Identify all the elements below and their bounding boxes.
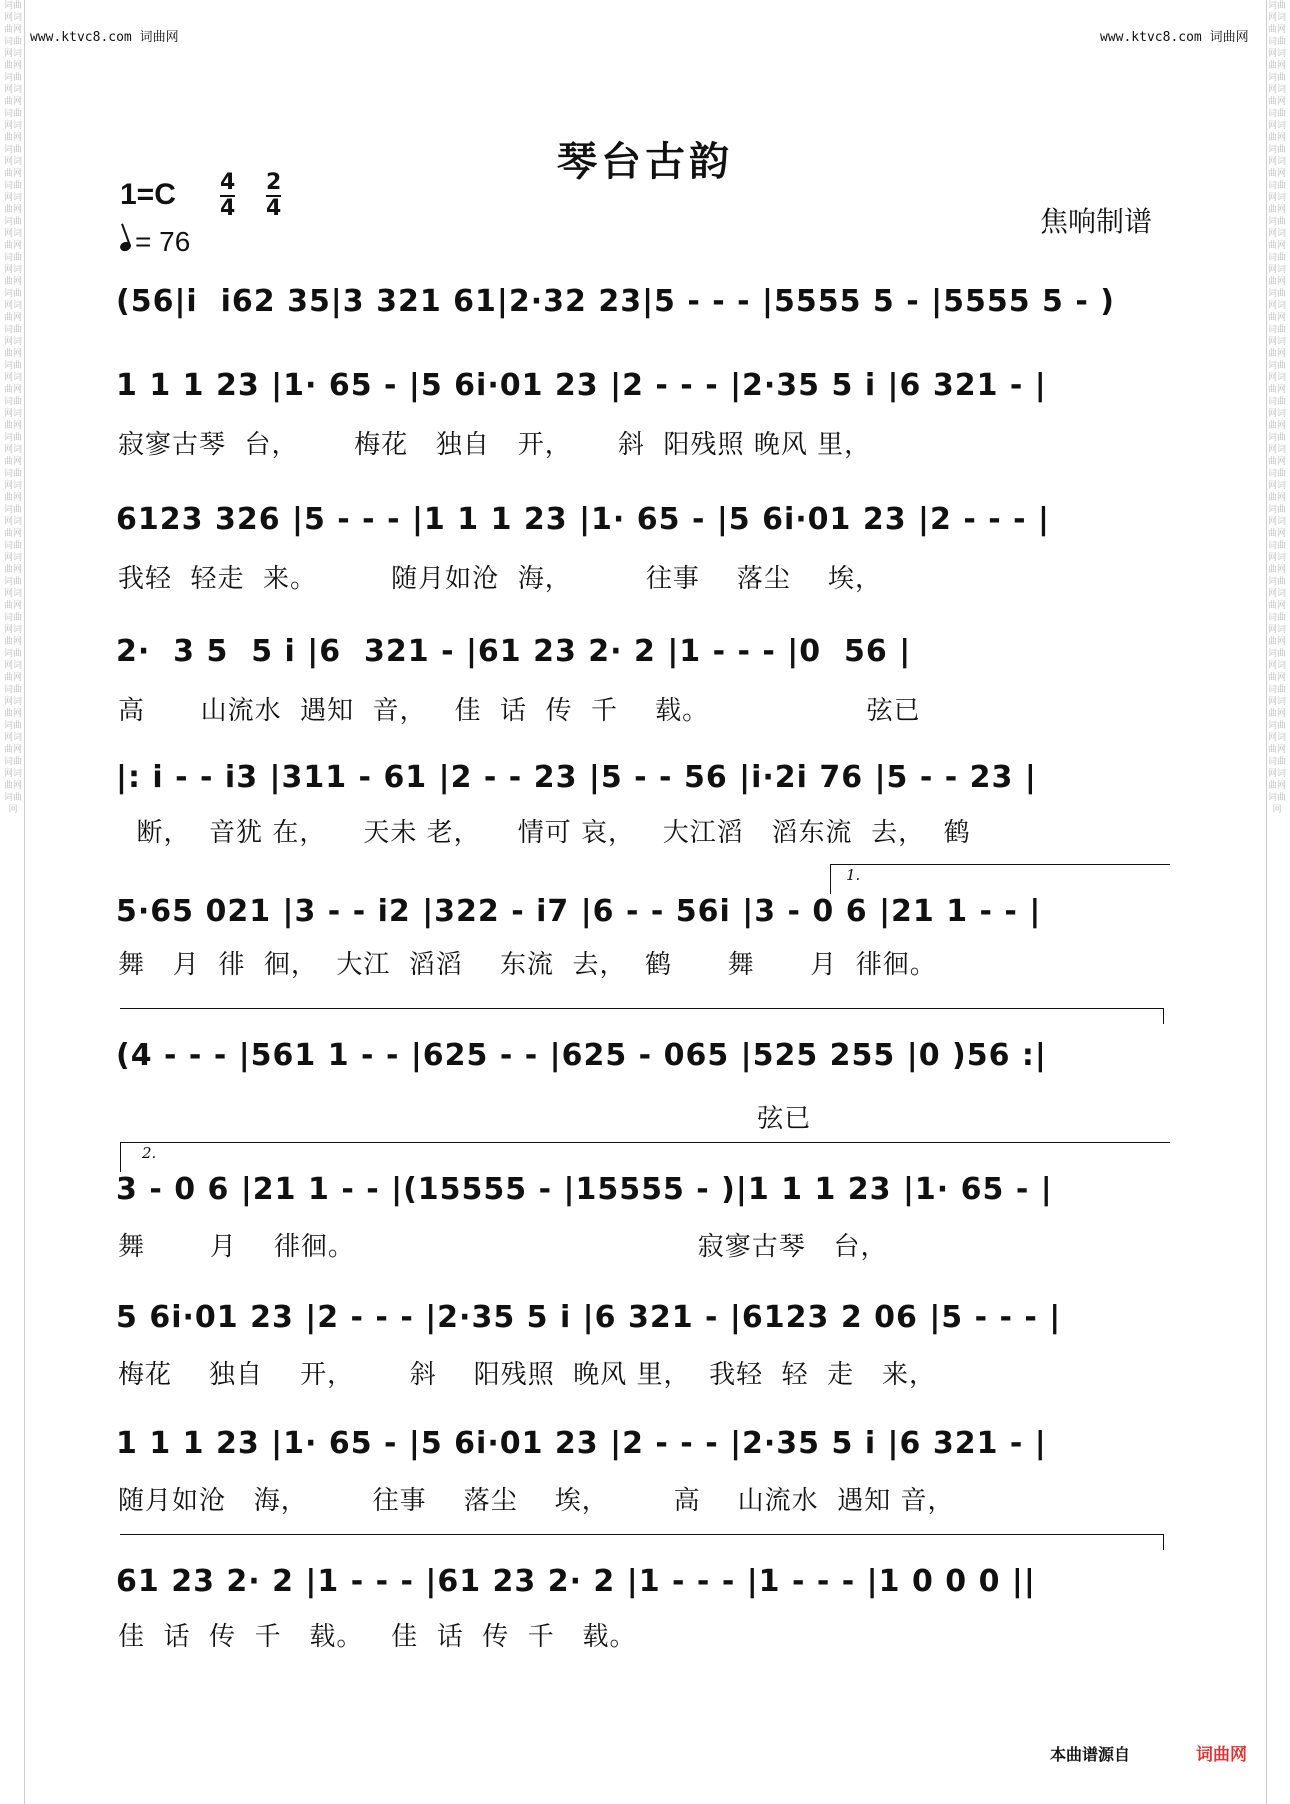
url-left[interactable]: www.ktvc8.com 词曲网 (30, 30, 179, 45)
lyrics-row-3: 我轻 轻走 来。 随月如沧 海， 往事 落尘 埃， (118, 564, 882, 594)
quarter-note-icon (119, 240, 132, 252)
notes-row-7: (4 - - - |561 1 - - |625 - - |625 - 065 |525 255 |0 )56 :| (116, 1038, 1047, 1073)
key-signature: 1=C (120, 178, 176, 211)
url-right[interactable]: www.ktvc8.com 词曲网 (1100, 30, 1249, 45)
tempo-marking: = 76 (120, 226, 190, 258)
volta-2-bracket (120, 1142, 1170, 1143)
left-border-line (24, 0, 25, 1804)
time-signature-2-4: 2 4 (266, 170, 282, 221)
volta-2-bracket-edge (120, 1142, 121, 1172)
phrase-bracket-edge (1163, 1534, 1164, 1550)
song-title: 琴台古韵 (557, 139, 733, 185)
notes-row-6: 5·65 021 |3 - - i2 |322 - i7 |6 - - 56i |3 - 0 6 |21 1 - - | (116, 894, 1042, 929)
notes-row-11: 61 23 2· 2 |1 - - - |61 23 2· 2 |1 - - - |1 - - - |1 0 0 0 || (116, 1564, 1036, 1599)
volta-1-bracket (830, 864, 1170, 865)
volta-2-label: 2. (142, 1144, 157, 1162)
volta-1-continuation-edge (1163, 1008, 1164, 1024)
lyrics-row-11: 佳 话 传 千 载。 佳 话 传 千 载。 (118, 1622, 637, 1652)
lyrics-row-7: 弦已 (118, 1104, 812, 1134)
notes-row-4: 2· 3 5 5 i |6 321 - |61 23 2· 2 |1 - - - |0 56 | (116, 634, 912, 669)
lyrics-row-4: 高 山流水 遇知 音， 佳 话 传 千 载。 弦已 (118, 696, 921, 726)
footer-source-label: 本曲谱源自 (1050, 1745, 1131, 1764)
notes-row-2: 1 1 1 23 |1· 65 - |5 6i·01 23 |2 - - - |2·35 5 i |6 321 - | (116, 368, 1047, 403)
time-signature-4-4: 4 4 (220, 170, 236, 221)
lyrics-row-10: 随月如沧 海， 往事 落尘 埃， 高 山流水 遇知 音， (118, 1486, 955, 1516)
lyrics-row-2: 寂寥古琴 台， 梅花 独自 开， 斜 阳残照 晚风 里， (118, 430, 872, 460)
notes-row-1: (56|i i62 35|3 321 61|2·32 23|5 - - - |5555 5 - |5555 5 - ) (116, 284, 1115, 319)
footer-brand-logo[interactable]: 词曲网 (1196, 1745, 1247, 1765)
composer-credit: 焦响制谱 (1040, 205, 1153, 238)
lyrics-row-5: 断， 音犹 在， 天未 老， 情可 哀， 大江滔 滔东流 去， 鹤 (118, 818, 971, 848)
notes-row-10: 1 1 1 23 |1· 65 - |5 6i·01 23 |2 - - - |2·35 5 i |6 321 - | (116, 1426, 1047, 1461)
phrase-bracket (120, 1534, 1164, 1535)
right-border-line (1266, 0, 1267, 1804)
volta-1-continuation (120, 1008, 1164, 1009)
left-watermark-strip: 词曲网词曲网词曲网词曲网词曲网词曲网词曲网词曲网词曲网词曲网词曲网词曲网词曲网词曲网词曲网词曲网词曲网词曲网词曲网词曲网词曲网词曲网词曲网词曲网词曲网词曲网词曲网词曲网词曲网词曲网词曲网词曲网词曲网词曲网词曲网词曲网词曲网词曲网词曲网词曲网词曲网词曲网词曲网词曲网词曲网 (4, 1, 22, 815)
volta-1-bracket-edge (830, 864, 831, 894)
lyrics-row-8: 舞 月 徘徊。 寂寥古琴 台， (118, 1232, 888, 1262)
notes-row-8: 3 - 0 6 |21 1 - - |(15555 - |15555 - )|1 1 1 23 |1· 65 - | (116, 1172, 1053, 1207)
notes-row-3: 6123 326 |5 - - - |1 1 1 23 |1· 65 - |5 6i·01 23 |2 - - - | (116, 502, 1050, 537)
right-watermark-strip: 词曲网词曲网词曲网词曲网词曲网词曲网词曲网词曲网词曲网词曲网词曲网词曲网词曲网词曲网词曲网词曲网词曲网词曲网词曲网词曲网词曲网词曲网词曲网词曲网词曲网词曲网词曲网词曲网词曲网词曲网词曲网词曲网词曲网词曲网词曲网词曲网词曲网词曲网词曲网词曲网词曲网词曲网词曲网词曲网词曲网 (1268, 1, 1286, 815)
lyrics-row-9: 梅花 独自 开， 斜 阳残照 晚风 里， 我轻 轻 走 来， (118, 1360, 936, 1390)
lyrics-row-6: 舞 月 徘 徊， 大江 滔滔 东流 去， 鹤 舞 月 徘徊。 (118, 950, 937, 980)
notes-row-9: 5 6i·01 23 |2 - - - |2·35 5 i |6 321 - |6123 2 06 |5 - - - | (116, 1300, 1062, 1335)
notes-row-5: |: i - - i3 |311 - 61 |2 - - 23 |5 - - 56 |i·2i 76 |5 - - 23 | (116, 760, 1037, 795)
volta-1-label: 1. (846, 866, 861, 884)
